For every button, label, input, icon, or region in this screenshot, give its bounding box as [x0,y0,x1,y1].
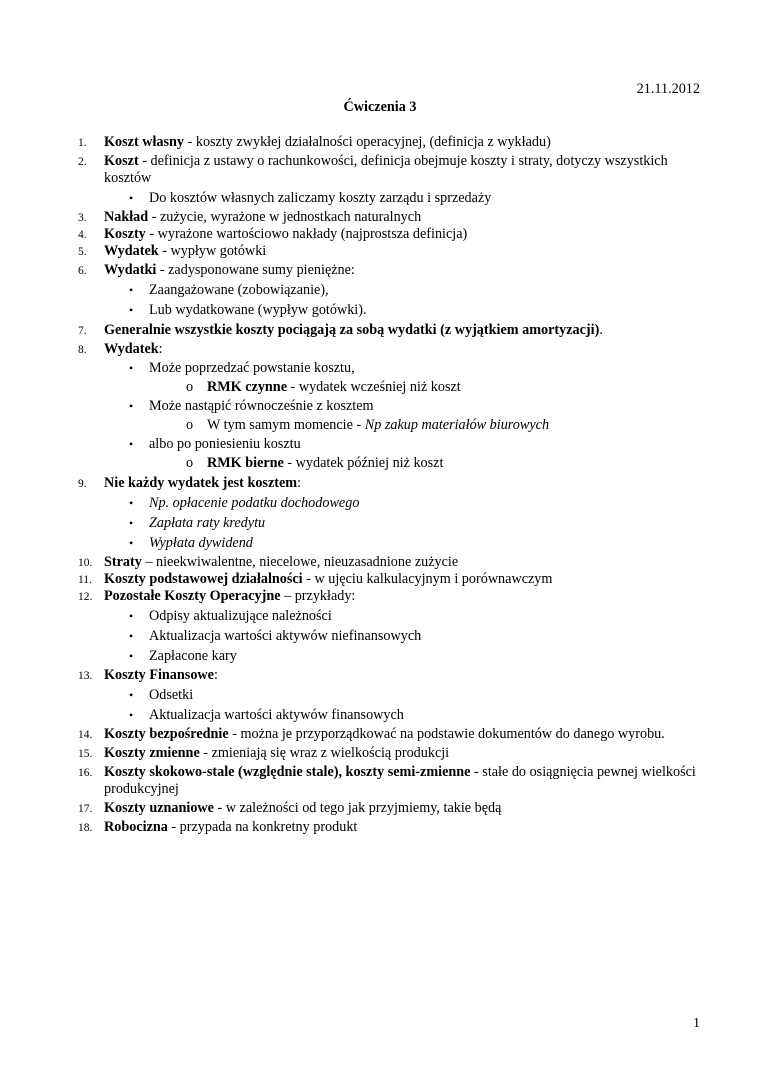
list-number: 17. [78,803,93,815]
list-number: 12. [78,591,93,603]
bullet-icon: • [129,496,134,510]
list-item-8: 8. Wydatek: [78,341,163,357]
bullet-item: • Zapłata raty kredytu [129,515,266,531]
list-number: 4. [78,229,87,241]
bullet-item: • Aktualizacja wartości aktywów niefinansowych [129,628,422,644]
bullet-icon: • [129,649,134,663]
bullet-item: • Odpisy aktualizujące należności [129,608,332,624]
list-number: 11. [78,574,92,586]
circle-bullet-icon: o [186,417,194,433]
list-item-10: 10. Straty – nieekwiwalentne, niecelowe, nieuzasadnione zużycie [78,554,459,570]
list-number: 7. [78,325,87,337]
bullet-icon: • [129,536,134,550]
bullet-icon: • [129,283,134,297]
list-item-7: 7. Generalnie wszystkie koszty pociągają za sobą wydatki (z wyjątkiem amortyzacji). [78,322,603,338]
list-number: 6. [78,265,87,277]
list-number: 10. [78,557,93,569]
bullet-icon: • [129,688,134,702]
bullet-icon: • [129,191,134,205]
bullet-item: • Lub wydatkowane (wypływ gotówki). [129,302,367,318]
list-number: 3. [78,212,87,224]
list-item-3: 3. Nakład - zużycie, wyrażone w jednostkach naturalnych [78,209,422,225]
list-item-4: 4. Koszty - wyrażone wartościowo nakłady (najprostsza definicja) [78,226,468,242]
bullet-icon: • [129,516,134,530]
list-item-13: 13. Koszty Finansowe: [78,667,218,683]
list-number: 18. [78,822,93,834]
list-item-11: 11. Koszty podstawowej działalności - w ujęciu kalkulacyjnym i porównawczym [78,571,553,587]
list-number: 5. [78,246,87,258]
bullet-item: • Zaangażowane (zobowiązanie), [129,282,329,298]
list-number: 8. [78,344,87,356]
bullet-item: • Może nastąpić równocześnie z kosztem [129,398,374,414]
list-item-14: 14. Koszty bezpośrednie - można je przyporządkować na podstawie dokumentów do danego wyrobu. [78,726,665,742]
document-body [0,134,760,836]
list-item-12: 12. Pozostałe Koszty Operacyjne – przykłady: [78,588,356,604]
page-number: 1 [693,1016,700,1031]
list-item-2: 2. Koszt - definicja z ustawy o rachunkowości, definicja obejmuje koszty i straty, dotyczy wszystkich kosztów [78,153,668,186]
bullet-item: • Zapłacone kary [129,648,237,664]
list-item-6: 6. Wydatki - zadysponowane sumy pieniężne: [78,262,355,278]
list-number: 16. [78,767,93,779]
bullet-icon: • [129,708,134,722]
list-item-9: 9. Nie każdy wydatek jest kosztem: [78,475,302,491]
bullet-item: • Np. opłacenie podatku dochodowego [129,495,360,511]
list-number: 9. [78,478,87,490]
document-date: 21.11.2012 [636,81,700,97]
list-item-15: 15. Koszty zmienne - zmieniają się wraz z wielkością produkcji [78,745,450,761]
bullet-item: • Wypłata dywidend [129,535,253,551]
bullet-item: • albo po poniesieniu kosztu [129,436,301,452]
document-title: Ćwiczenia 3 [343,99,417,115]
sub-bullet-item: o RMK bierne - wydatek później niż koszt [186,455,444,471]
list-number: 1. [78,137,87,149]
circle-bullet-icon: o [186,455,194,471]
circle-bullet-icon: o [186,379,194,395]
bullet-item: • Do kosztów własnych zaliczamy koszty zarządu i sprzedaży [129,190,492,206]
bullet-item: • Odsetki [129,687,194,703]
list-item-17: 17. Koszty uznaniowe - w zależności od tego jak przyjmiemy, takie będą [78,800,502,816]
bullet-icon: • [129,437,134,451]
list-number: 13. [78,670,93,682]
bullet-icon: • [129,303,134,317]
sub-bullet-item: o W tym samym momencie - Np zakup materiałów biurowych [186,417,550,433]
bullet-icon: • [129,609,134,623]
list-item-16: 16. Koszty skokowo-stale (względnie stale), koszty semi-zmienne - stałe do osiągnięcia pewnej wielkości produkcyjnej [78,764,696,797]
list-item-18: 18. Robocizna - przypada na konkretny produkt [78,819,358,835]
bullet-icon: • [129,629,134,643]
bullet-icon: • [129,399,134,413]
bullet-icon: • [129,361,134,375]
list-item-5: 5. Wydatek - wypływ gotówki [78,243,267,259]
list-number: 14. [78,729,93,741]
list-number: 15. [78,748,93,760]
bullet-item: • Aktualizacja wartości aktywów finansowych [129,707,404,723]
bullet-item: • Może poprzedzać powstanie kosztu, [129,360,355,376]
list-item-1: 1. Koszt własny - koszty zwykłej działalności operacyjnej, (definicja z wykładu) [78,134,551,150]
sub-bullet-item: o RMK czynne - wydatek wcześniej niż koszt [186,379,461,395]
list-number: 2. [78,156,87,168]
